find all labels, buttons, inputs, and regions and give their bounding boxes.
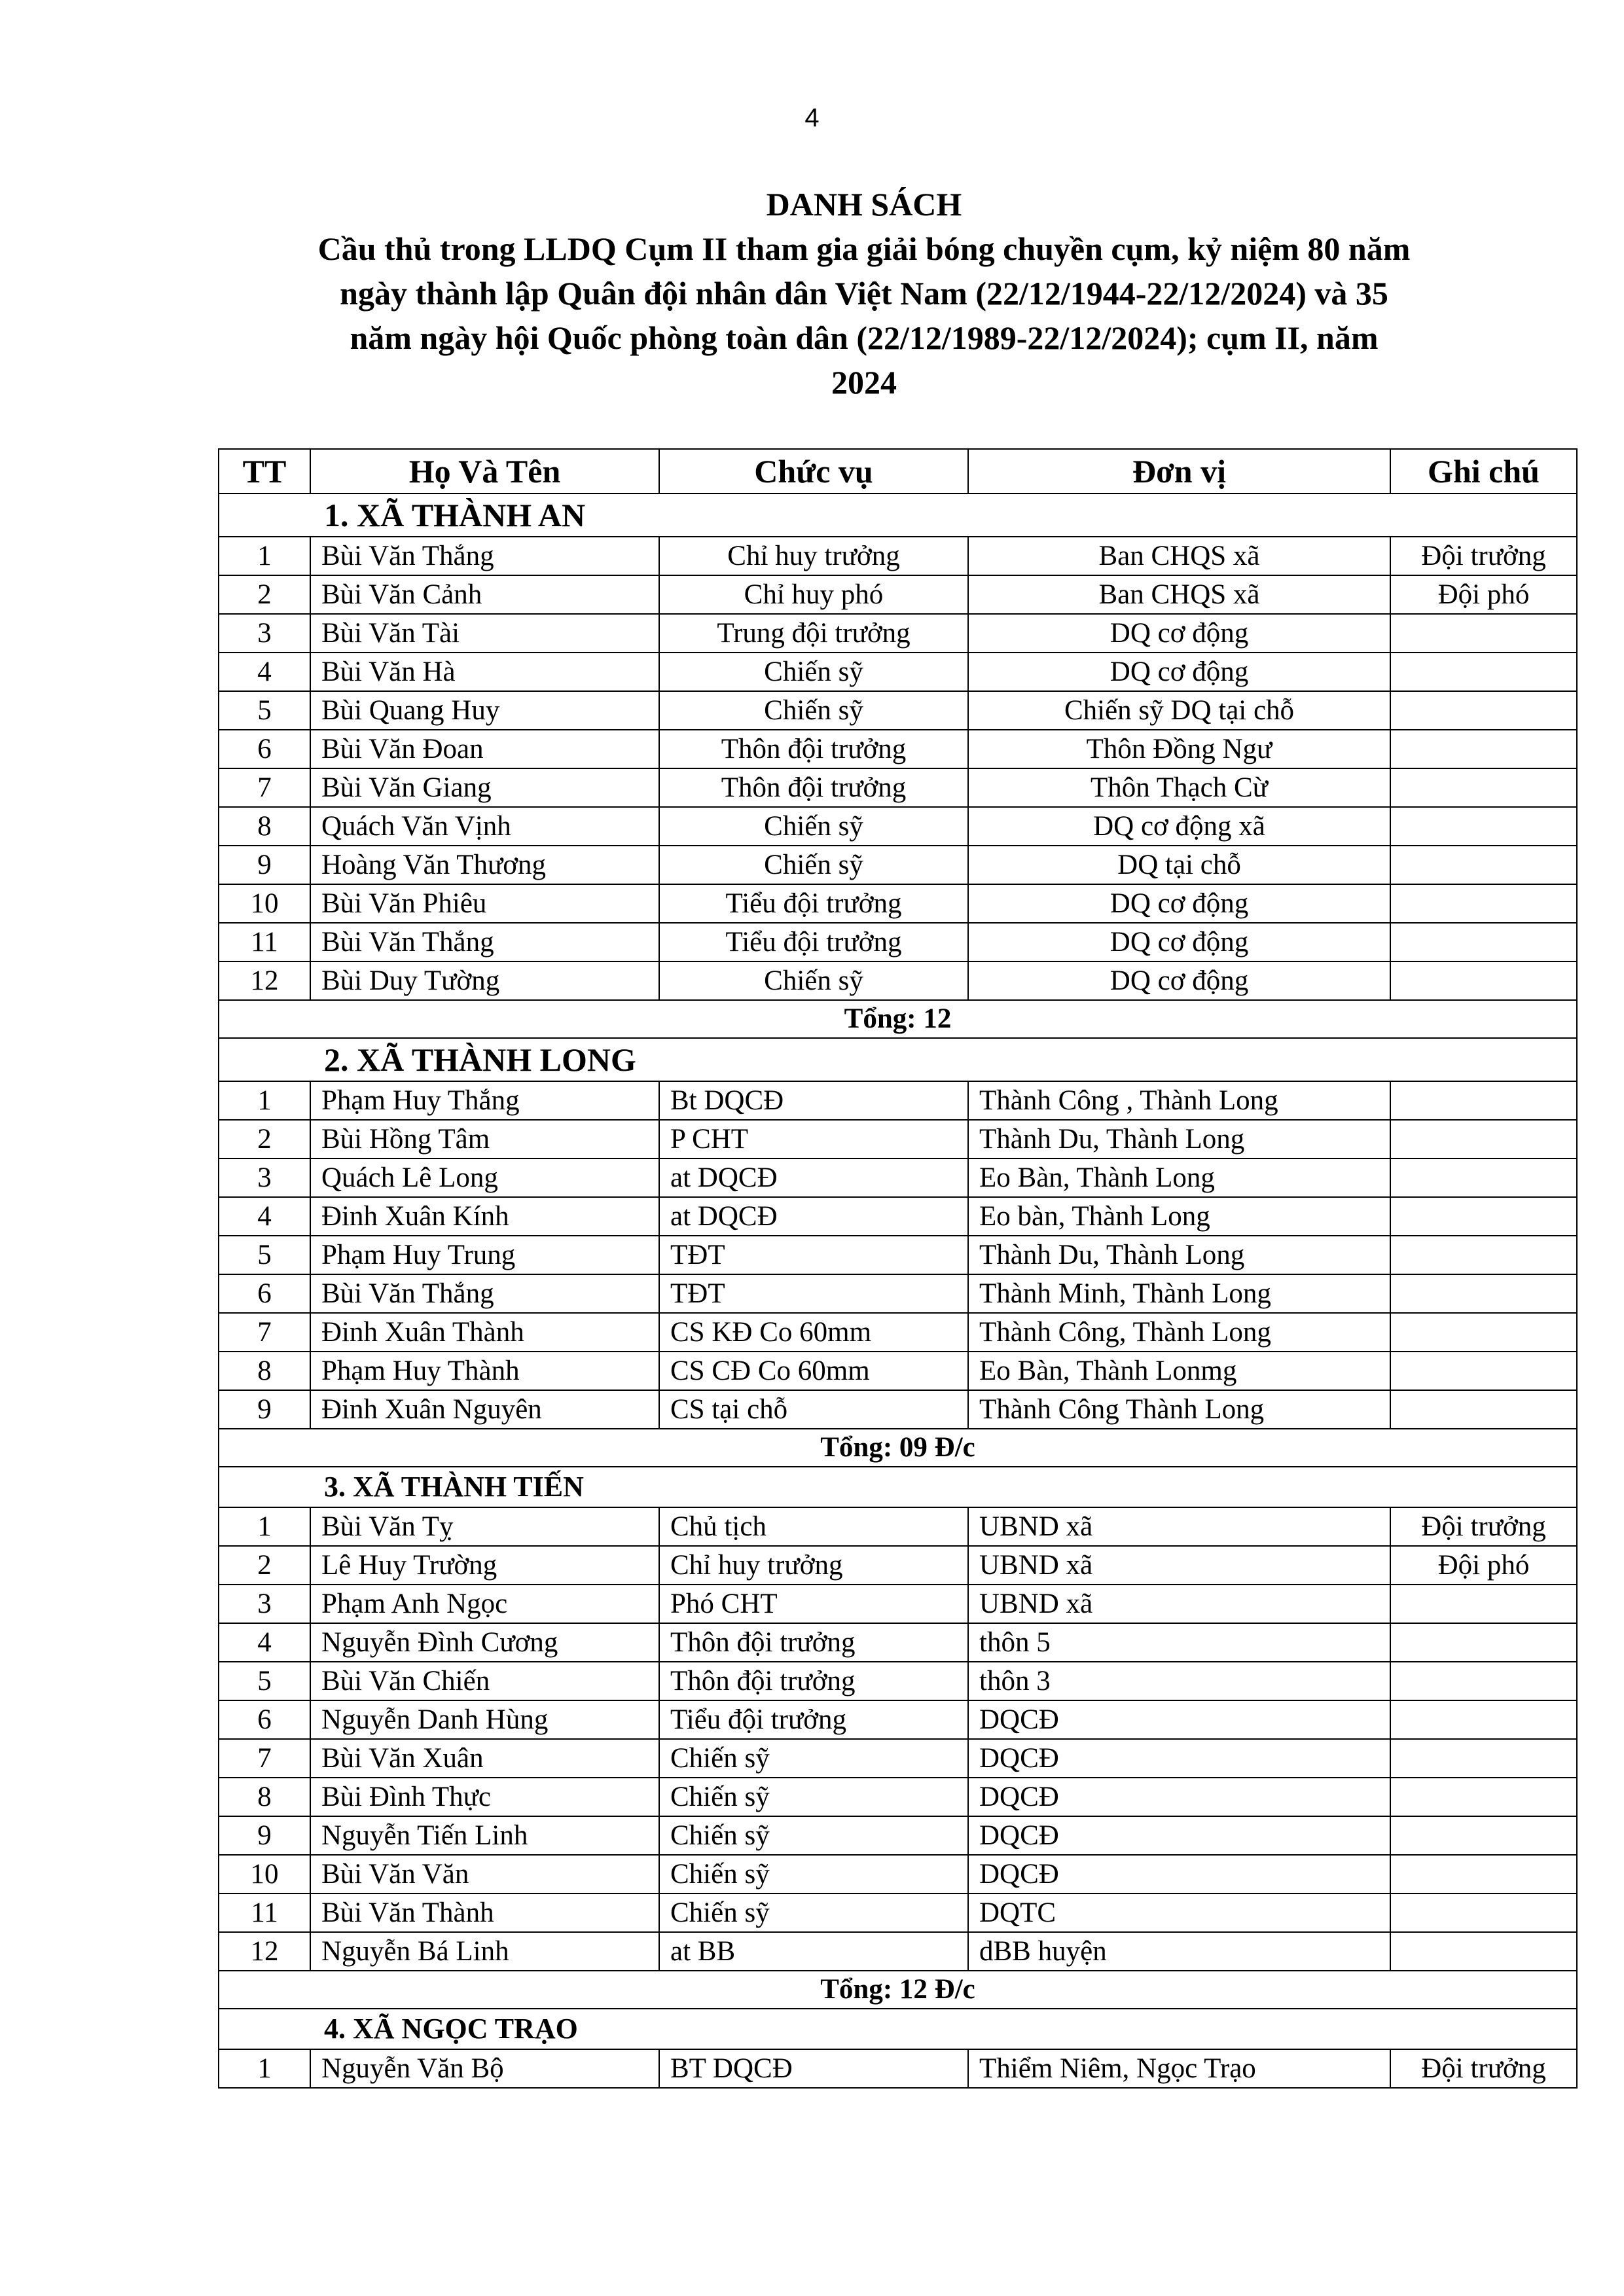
- cell-name: Bùi Văn Chiến: [310, 1662, 659, 1700]
- title-line: năm ngày hội Quốc phòng toàn dân (22/12/1989-22/12/2024); cụm II, năm: [350, 319, 1379, 356]
- cell-note: Đội trưởng: [1390, 2049, 1577, 2088]
- cell-tt: 9: [219, 1816, 310, 1855]
- cell-name: Bùi Hồng Tâm: [310, 1120, 659, 1158]
- cell-position: at BB: [659, 1932, 968, 1971]
- table-row: [219, 1081, 1577, 1120]
- cell-position: Thôn đội trưởng: [659, 1662, 968, 1700]
- cell-unit: DQTC: [968, 1893, 1390, 1932]
- cell-tt: 12: [219, 961, 310, 1000]
- cell-name: Nguyễn Văn Bộ: [310, 2049, 659, 2088]
- cell-position: Chiến sỹ: [659, 1739, 968, 1778]
- cell-tt: 3: [219, 1158, 310, 1197]
- cell-position: Thôn đội trưởng: [659, 730, 968, 768]
- cell-note: [1390, 1662, 1577, 1700]
- cell-position: Thôn đội trưởng: [659, 1623, 968, 1662]
- cell-name: Bùi Văn Giang: [310, 768, 659, 807]
- section-title: 1. XÃ THÀNH AN: [219, 493, 1577, 537]
- table-header-row: [219, 449, 1577, 493]
- cell-name: Quách Lê Long: [310, 1158, 659, 1197]
- cell-unit: DQ cơ động: [968, 923, 1390, 961]
- cell-position: at DQCĐ: [659, 1197, 968, 1236]
- cell-unit: Ban CHQS xã: [968, 575, 1390, 614]
- cell-unit: Thành Công, Thành Long: [968, 1313, 1390, 1352]
- cell-name: Bùi Văn Tỵ: [310, 1507, 659, 1546]
- section-total: Tổng: 09 Đ/c: [219, 1429, 1577, 1467]
- cell-note: [1390, 807, 1577, 846]
- table-row: [219, 730, 1577, 768]
- section-row: [219, 1467, 1577, 1507]
- cell-tt: 12: [219, 1932, 310, 1971]
- cell-tt: 1: [219, 1081, 310, 1120]
- cell-tt: 6: [219, 1700, 310, 1739]
- section-row: [219, 493, 1577, 537]
- cell-name: Bùi Văn Tài: [310, 614, 659, 653]
- table-row: [219, 846, 1577, 884]
- cell-name: Nguyễn Danh Hùng: [310, 1700, 659, 1739]
- cell-unit: Thành Công , Thành Long: [968, 1081, 1390, 1120]
- cell-name: Bùi Quang Huy: [310, 691, 659, 730]
- cell-tt: 9: [219, 1390, 310, 1429]
- table-row: [219, 1700, 1577, 1739]
- cell-tt: 1: [219, 1507, 310, 1546]
- cell-name: Đinh Xuân Nguyên: [310, 1390, 659, 1429]
- cell-note: [1390, 653, 1577, 691]
- cell-unit: UBND xã: [968, 1546, 1390, 1585]
- cell-unit: Eo Bàn, Thành Long: [968, 1158, 1390, 1197]
- cell-unit: DQCĐ: [968, 1739, 1390, 1778]
- cell-name: Đinh Xuân Thành: [310, 1313, 659, 1352]
- cell-tt: 7: [219, 1739, 310, 1778]
- table-row: [219, 1585, 1577, 1623]
- cell-tt: 2: [219, 1546, 310, 1585]
- table-row: [219, 1816, 1577, 1855]
- cell-note: [1390, 1700, 1577, 1739]
- section-row: [219, 1038, 1577, 1081]
- table-row: [219, 1546, 1577, 1585]
- cell-position: P CHT: [659, 1120, 968, 1158]
- cell-unit: UBND xã: [968, 1585, 1390, 1623]
- cell-note: [1390, 1081, 1577, 1120]
- cell-unit: thôn 5: [968, 1623, 1390, 1662]
- cell-name: Phạm Huy Thành: [310, 1352, 659, 1390]
- cell-name: Bùi Văn Hà: [310, 653, 659, 691]
- cell-note: [1390, 1120, 1577, 1158]
- roster-table: [218, 448, 1578, 2089]
- cell-position: CS tại chỗ: [659, 1390, 968, 1429]
- cell-position: Chiến sỹ: [659, 846, 968, 884]
- section-total: Tổng: 12: [219, 1000, 1577, 1038]
- cell-position: Chiến sỹ: [659, 807, 968, 846]
- cell-note: [1390, 923, 1577, 961]
- cell-position: Tiểu đội trưởng: [659, 884, 968, 923]
- cell-tt: 11: [219, 1893, 310, 1932]
- cell-note: [1390, 768, 1577, 807]
- table-row: [219, 961, 1577, 1000]
- table-row: [219, 1855, 1577, 1893]
- table-row: [219, 1893, 1577, 1932]
- cell-name: Nguyễn Bá Linh: [310, 1932, 659, 1971]
- cell-note: [1390, 614, 1577, 653]
- section-row: [219, 2009, 1577, 2049]
- cell-position: Phó CHT: [659, 1585, 968, 1623]
- document-title: [223, 182, 1506, 404]
- cell-unit: DQ cơ động: [968, 884, 1390, 923]
- cell-unit: Chiến sỹ DQ tại chỗ: [968, 691, 1390, 730]
- cell-unit: DQ cơ động: [968, 961, 1390, 1000]
- roster-body: [219, 493, 1577, 2088]
- cell-position: Chiến sỹ: [659, 1816, 968, 1855]
- cell-name: Lê Huy Trường: [310, 1546, 659, 1585]
- cell-unit: Thành Du, Thành Long: [968, 1236, 1390, 1274]
- header-note: Ghi chú: [1390, 449, 1577, 493]
- cell-unit: DQCĐ: [968, 1816, 1390, 1855]
- cell-position: Chiến sỹ: [659, 691, 968, 730]
- cell-name: Nguyễn Đình Cương: [310, 1623, 659, 1662]
- title-line: Cầu thủ trong LLDQ Cụm II tham gia giải bóng chuyền cụm, kỷ niệm 80 năm: [317, 230, 1411, 267]
- table-row: [219, 1158, 1577, 1197]
- cell-note: [1390, 1274, 1577, 1313]
- cell-unit: Ban CHQS xã: [968, 537, 1390, 575]
- cell-name: Hoàng Văn Thương: [310, 846, 659, 884]
- cell-position: BT DQCĐ: [659, 2049, 968, 2088]
- cell-note: [1390, 1778, 1577, 1816]
- cell-note: [1390, 1623, 1577, 1662]
- cell-note: Đội phó: [1390, 575, 1577, 614]
- cell-position: Chủ tịch: [659, 1507, 968, 1546]
- table-row: [219, 653, 1577, 691]
- cell-name: Bùi Văn Xuân: [310, 1739, 659, 1778]
- table-row: [219, 884, 1577, 923]
- cell-unit: DQCĐ: [968, 1778, 1390, 1816]
- cell-position: TĐT: [659, 1274, 968, 1313]
- cell-position: CS CĐ Co 60mm: [659, 1352, 968, 1390]
- cell-name: Nguyễn Tiến Linh: [310, 1816, 659, 1855]
- cell-unit: DQ cơ động: [968, 653, 1390, 691]
- cell-name: Bùi Văn Thắng: [310, 1274, 659, 1313]
- cell-tt: 3: [219, 614, 310, 653]
- cell-unit: DQ tại chỗ: [968, 846, 1390, 884]
- cell-tt: 7: [219, 768, 310, 807]
- cell-unit: Thành Du, Thành Long: [968, 1120, 1390, 1158]
- title-line: ngày thành lập Quân đội nhân dân Việt Nam (22/12/1944-22/12/2024) và 35: [340, 275, 1388, 312]
- cell-tt: 4: [219, 1197, 310, 1236]
- cell-position: Chiến sỹ: [659, 1893, 968, 1932]
- cell-tt: 5: [219, 691, 310, 730]
- cell-name: Bùi Văn Văn: [310, 1855, 659, 1893]
- cell-unit: Thành Minh, Thành Long: [968, 1274, 1390, 1313]
- table-row: [219, 2049, 1577, 2088]
- table-row: [219, 1197, 1577, 1236]
- cell-position: Chỉ huy phó: [659, 575, 968, 614]
- cell-note: [1390, 1585, 1577, 1623]
- section-total: Tổng: 12 Đ/c: [219, 1971, 1577, 2009]
- cell-unit: Thành Công Thành Long: [968, 1390, 1390, 1429]
- cell-tt: 2: [219, 575, 310, 614]
- table-row: [219, 1120, 1577, 1158]
- cell-note: [1390, 730, 1577, 768]
- cell-note: [1390, 1893, 1577, 1932]
- cell-name: Phạm Huy Trung: [310, 1236, 659, 1274]
- cell-note: [1390, 1158, 1577, 1197]
- table-row: [219, 807, 1577, 846]
- cell-note: [1390, 846, 1577, 884]
- cell-note: [1390, 1855, 1577, 1893]
- cell-note: Đội phó: [1390, 1546, 1577, 1585]
- table-row: [219, 1778, 1577, 1816]
- cell-unit: Eo bàn, Thành Long: [968, 1197, 1390, 1236]
- cell-position: Bt DQCĐ: [659, 1081, 968, 1120]
- cell-tt: 1: [219, 537, 310, 575]
- cell-position: Chỉ huy trưởng: [659, 537, 968, 575]
- header-name: Họ Và Tên: [310, 449, 659, 493]
- table-row: [219, 575, 1577, 614]
- cell-tt: 9: [219, 846, 310, 884]
- cell-unit: thôn 3: [968, 1662, 1390, 1700]
- cell-name: Bùi Đình Thực: [310, 1778, 659, 1816]
- cell-unit: DQ cơ động xã: [968, 807, 1390, 846]
- cell-unit: DQ cơ động: [968, 614, 1390, 653]
- cell-position: Chiến sỹ: [659, 961, 968, 1000]
- cell-name: Phạm Huy Thắng: [310, 1081, 659, 1120]
- cell-name: Bùi Văn Thành: [310, 1893, 659, 1932]
- cell-note: [1390, 1932, 1577, 1971]
- table-row: [219, 923, 1577, 961]
- cell-tt: 8: [219, 807, 310, 846]
- cell-tt: 5: [219, 1236, 310, 1274]
- cell-position: Thôn đội trưởng: [659, 768, 968, 807]
- cell-unit: Thôn Đồng Ngư: [968, 730, 1390, 768]
- cell-tt: 4: [219, 653, 310, 691]
- cell-unit: DQCĐ: [968, 1700, 1390, 1739]
- cell-position: CS KĐ Co 60mm: [659, 1313, 968, 1352]
- table-row: [219, 1390, 1577, 1429]
- header-unit: Đơn vị: [968, 449, 1390, 493]
- title-line: 2024: [831, 364, 897, 401]
- cell-note: [1390, 1816, 1577, 1855]
- cell-name: Quách Văn Vịnh: [310, 807, 659, 846]
- cell-tt: 8: [219, 1352, 310, 1390]
- table-row: [219, 1236, 1577, 1274]
- total-row: [219, 1000, 1577, 1038]
- cell-tt: 11: [219, 923, 310, 961]
- cell-name: Bùi Văn Thắng: [310, 923, 659, 961]
- table-row: [219, 614, 1577, 653]
- cell-name: Bùi Văn Phiêu: [310, 884, 659, 923]
- cell-tt: 6: [219, 730, 310, 768]
- total-row: [219, 1429, 1577, 1467]
- cell-note: [1390, 1390, 1577, 1429]
- cell-unit: DQCĐ: [968, 1855, 1390, 1893]
- cell-unit: UBND xã: [968, 1507, 1390, 1546]
- table-row: [219, 1274, 1577, 1313]
- table-row: [219, 1352, 1577, 1390]
- header-tt: TT: [219, 449, 310, 493]
- cell-position: Trung đội trưởng: [659, 614, 968, 653]
- cell-note: [1390, 691, 1577, 730]
- cell-tt: 10: [219, 884, 310, 923]
- cell-tt: 4: [219, 1623, 310, 1662]
- table-row: [219, 1662, 1577, 1700]
- table-row: [219, 1313, 1577, 1352]
- table-row: [219, 691, 1577, 730]
- cell-note: [1390, 884, 1577, 923]
- section-title: 4. XÃ NGỌC TRẠO: [219, 2009, 1577, 2049]
- total-row: [219, 1971, 1577, 2009]
- cell-name: Bùi Văn Thắng: [310, 537, 659, 575]
- table-row: [219, 1739, 1577, 1778]
- cell-name: Bùi Duy Tường: [310, 961, 659, 1000]
- page-number: 4: [804, 103, 820, 132]
- cell-position: TĐT: [659, 1236, 968, 1274]
- table-row: [219, 1932, 1577, 1971]
- cell-tt: 8: [219, 1778, 310, 1816]
- header-position: Chức vụ: [659, 449, 968, 493]
- cell-unit: dBB huyện: [968, 1932, 1390, 1971]
- cell-position: Chiến sỹ: [659, 1855, 968, 1893]
- cell-note: [1390, 1352, 1577, 1390]
- title-heading: DANH SÁCH: [766, 186, 962, 223]
- cell-note: Đội trưởng: [1390, 1507, 1577, 1546]
- cell-tt: 7: [219, 1313, 310, 1352]
- cell-note: [1390, 961, 1577, 1000]
- cell-tt: 6: [219, 1274, 310, 1313]
- section-title: 3. XÃ THÀNH TIẾN: [219, 1467, 1577, 1507]
- cell-tt: 3: [219, 1585, 310, 1623]
- cell-unit: Eo Bàn, Thành Lonmg: [968, 1352, 1390, 1390]
- cell-unit: Thiểm Niêm, Ngọc Trạo: [968, 2049, 1390, 2088]
- cell-note: Đội trưởng: [1390, 537, 1577, 575]
- cell-note: [1390, 1313, 1577, 1352]
- cell-note: [1390, 1739, 1577, 1778]
- table-row: [219, 1507, 1577, 1546]
- cell-position: Tiểu đội trưởng: [659, 1700, 968, 1739]
- cell-name: Bùi Văn Đoan: [310, 730, 659, 768]
- cell-unit: Thôn Thạch Cừ: [968, 768, 1390, 807]
- cell-position: Chiến sỹ: [659, 1778, 968, 1816]
- cell-position: Chiến sỹ: [659, 653, 968, 691]
- table-row: [219, 1623, 1577, 1662]
- cell-note: [1390, 1236, 1577, 1274]
- cell-tt: 5: [219, 1662, 310, 1700]
- cell-note: [1390, 1197, 1577, 1236]
- table-row: [219, 768, 1577, 807]
- section-title: 2. XÃ THÀNH LONG: [219, 1038, 1577, 1081]
- cell-name: Đinh Xuân Kính: [310, 1197, 659, 1236]
- cell-name: Bùi Văn Cảnh: [310, 575, 659, 614]
- cell-tt: 2: [219, 1120, 310, 1158]
- cell-tt: 10: [219, 1855, 310, 1893]
- cell-position: Chỉ huy trưởng: [659, 1546, 968, 1585]
- cell-position: Tiểu đội trưởng: [659, 923, 968, 961]
- cell-tt: 1: [219, 2049, 310, 2088]
- cell-position: at DQCĐ: [659, 1158, 968, 1197]
- table-row: [219, 537, 1577, 575]
- cell-name: Phạm Anh Ngọc: [310, 1585, 659, 1623]
